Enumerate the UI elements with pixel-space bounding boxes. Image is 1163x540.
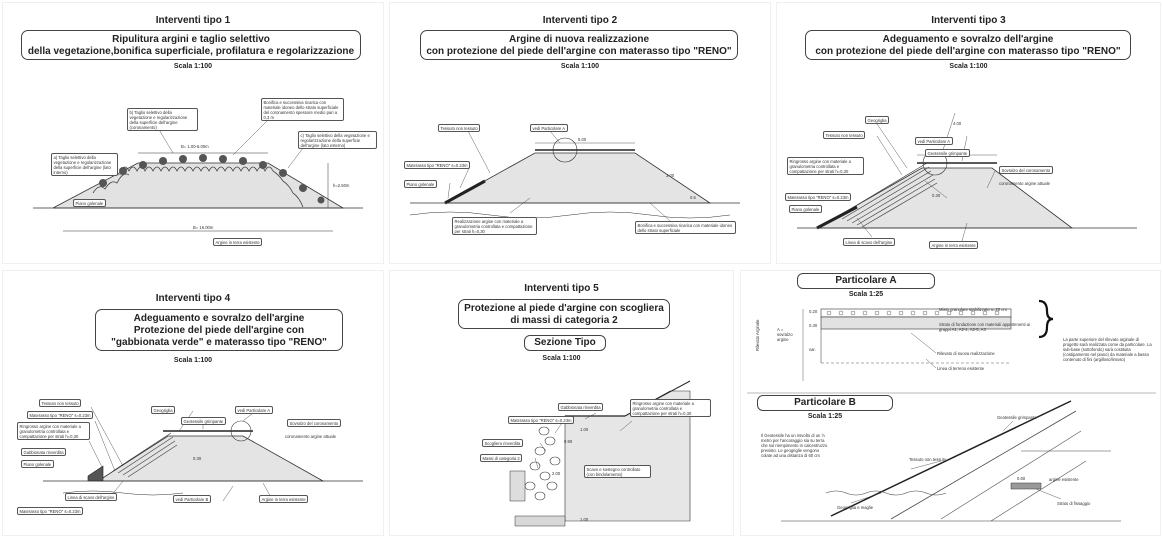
callout-label: Realizzazione argine con materiale a granulometria controllata e compattazione per strati h=0,30 bbox=[452, 217, 537, 235]
callout-label: c) Taglio selettivo della vegetazione e regolarizzazione della superficie dell'argine (lato esterno) bbox=[298, 131, 377, 149]
callout-label: Linea di scavo dell'argine bbox=[843, 238, 895, 246]
callout-label: Linea di terreno esistente bbox=[937, 366, 985, 371]
callout-label: vedi Particolare A bbox=[530, 124, 568, 132]
dimension-text: 0.5 bbox=[690, 195, 696, 200]
callout-label: Strato di fondazione con materiali appartenenti ai gruppi A1, A2-4, A2-5, A3 bbox=[939, 322, 1031, 332]
callout-label: a) Taglio selettivo della vegetazione e regolarizzazione della superficie dell'argine (lato interno) bbox=[51, 153, 118, 176]
dimension-text: 1.00 bbox=[580, 517, 589, 522]
dimension-text: B= 1.00-6.00m bbox=[181, 144, 209, 149]
title-line: della vegetazione,bonifica superficiale, profilatura e regolarizzazione bbox=[27, 46, 355, 57]
title-line: Protezione del piede dell'argine con bbox=[133, 325, 305, 336]
callout-label: Materasso tipo "RENO" s=0.23m bbox=[27, 411, 93, 419]
callout-label: Piano golenale bbox=[21, 460, 54, 468]
callout-label: Linea di scavo dell'argine bbox=[65, 493, 117, 501]
callout-label: Scogliera rinverdita bbox=[482, 439, 523, 447]
callout-label: argine esistente bbox=[1049, 477, 1079, 482]
dimension-text: 0.30 bbox=[932, 193, 941, 198]
title-line: con protezione del piede dell'argine con materasso tipo "RENO" bbox=[815, 46, 1121, 57]
dimension-text: 4.00 bbox=[953, 121, 962, 126]
dimension-text: var. bbox=[809, 347, 816, 352]
panel-heading: Interventi tipo 5 bbox=[524, 283, 599, 294]
dimension-text: 0.60 bbox=[1017, 476, 1026, 481]
callout-label: Materasso tipo "RENO" s=0.23m bbox=[508, 416, 574, 424]
callout-label: Sovralzo del coronamento bbox=[287, 419, 341, 427]
title-line: Protezione al piede d'argine con scogliera bbox=[464, 303, 664, 314]
callout-label: A = sovralzo argine bbox=[777, 327, 793, 342]
dimension-text: 0.30 bbox=[809, 323, 818, 328]
panel-intervento-tipo-4 bbox=[2, 270, 384, 536]
title-line: con protezione del piede dell'argine con materasso tipo "RENO" bbox=[426, 46, 732, 57]
callout-label: Massi di categoria 2 bbox=[480, 454, 522, 462]
callout-label: Tessuto non tessuto bbox=[39, 399, 81, 407]
callout-label: Ringrosso argine con materiale a granulometria controllata e compattazione per strati h=0,30 bbox=[630, 399, 711, 417]
detail-b-title: Particolare B bbox=[757, 395, 893, 411]
callout-label: Ringrosso argine con materiale a granulometria controllata e compattazione per strati h=0,30 bbox=[787, 157, 864, 175]
callout-label: coronamento argine attuale bbox=[999, 181, 1050, 186]
title-line: Argine di nuova realizzazione bbox=[508, 34, 650, 45]
callout-label: Argine in terra esistente bbox=[929, 241, 978, 249]
title-line: Adeguamento e sovralzo dell'argine bbox=[133, 313, 305, 324]
panel-heading: Interventi tipo 3 bbox=[931, 15, 1006, 26]
callout-label: Tessuto non tessuto bbox=[823, 131, 865, 139]
callout-label: Strato di fissaggio bbox=[1057, 501, 1091, 506]
dimension-text: h=2.50m bbox=[333, 183, 350, 188]
scale-label: Scala 1:100 bbox=[173, 357, 213, 364]
dimension-text: 5.00 bbox=[578, 137, 587, 142]
callout-label: Piano golenale bbox=[404, 180, 437, 188]
callout-label: Bonifica e successiva ricarica con materiale idoneo dello strato superficiale bbox=[635, 221, 736, 234]
dimension-text: 0.90 bbox=[564, 439, 573, 444]
callout-label: Materasso tipo "RENO" s=0.23m bbox=[785, 193, 851, 201]
panel-heading: Interventi tipo 2 bbox=[542, 15, 618, 26]
callout-label: Materasso tipo "RENO" s=0.23m bbox=[404, 161, 470, 169]
callout-label: Geogriglia e maglie bbox=[837, 505, 874, 510]
detail-a-note: La parte superiore del rilevato arginale di progetto sarà realizzata come da particolare. La sub-base (sottofondo) sarà costituita (costipamento nel piano) da materiale a basso contenuto di fini (argilloso/limoso) bbox=[1063, 337, 1152, 362]
detail-b-note: Il Geotessile ha un risvolto di un ½ metro per l'ancoraggio sia su terra che sul riempimento in calcestruzzo previsto. Le geogriglie vengono colate ad una distanza di 60 cm bbox=[761, 433, 828, 458]
dimension-text: 3.00 bbox=[666, 173, 675, 178]
callout-label: Scavo e sostegno controllato (con bindolamento) bbox=[584, 465, 651, 478]
callout-label: Geogriglia bbox=[151, 406, 175, 414]
callout-label: Geotessile grimpante bbox=[181, 417, 226, 425]
callout-label: Bonifica e successiva ricarica con materiale idoneo dello strato superficiale del coronamento spessore medio pari a 0,3 m bbox=[261, 98, 344, 121]
panel-intervento-tipo-1 bbox=[2, 2, 384, 264]
callout-label: Misto granulare stabilizzato s=20 cm bbox=[939, 307, 1007, 312]
callout-label: Sovralzo del coronamento bbox=[999, 166, 1053, 174]
callout-label: vedi Particolare A bbox=[915, 137, 953, 145]
title-line: "gabbionata verde" e materasso tipo "RENO" bbox=[111, 337, 327, 348]
callout-label: Piano golenale bbox=[73, 199, 106, 207]
callout-label: vedi Particolare B bbox=[173, 495, 211, 503]
panel-intervento-tipo-5 bbox=[389, 270, 734, 536]
callout-label: vedi Particolare A bbox=[235, 406, 273, 414]
callout-label: Gabbionata rinverdita bbox=[558, 403, 603, 411]
callout-label: Materasso tipo "RENO" s=0.23m bbox=[17, 507, 83, 515]
title-line: Adeguamento e sovralzo dell'argine bbox=[882, 34, 1054, 45]
dimension-text: 1.00 bbox=[580, 427, 589, 432]
callout-label: Argine in terra esistente bbox=[213, 238, 262, 246]
callout-label: coronamento argine attuale bbox=[285, 434, 336, 439]
detail-b-drawing bbox=[741, 271, 1161, 536]
callout-label: Geotessile grimpante bbox=[925, 149, 970, 157]
scale-label: Scala 1:100 bbox=[560, 63, 600, 70]
dimension-text: 2.00 bbox=[552, 471, 561, 476]
callout-label: Ringrosso argine con materiale a granulometria controllata e compattazione per strati h=0,30 bbox=[17, 422, 90, 440]
callout-label: b) Taglio selettivo della vegetazione e regolarizzazione della superficie dell'argine (coronamento) bbox=[127, 108, 198, 131]
panel-heading: Interventi tipo 1 bbox=[155, 15, 231, 26]
dimension-text: 0.20 bbox=[809, 309, 818, 314]
panel-intervento-tipo-3 bbox=[776, 2, 1161, 264]
callout-label: Tessuto non tessuto bbox=[909, 457, 947, 462]
panel-intervento-tipo-2 bbox=[389, 2, 771, 264]
panel-heading: Interventi tipo 4 bbox=[155, 293, 231, 304]
callout-label: Geogriglia bbox=[865, 116, 889, 124]
scale-label: Scala 1:100 bbox=[542, 355, 581, 362]
panel-particolari bbox=[740, 270, 1161, 536]
section-type-box: Sezione Tipo bbox=[524, 335, 606, 351]
callout-label: Tessuto non tessuto bbox=[438, 124, 480, 132]
callout-label: Rilevato di nuova realizzazione bbox=[937, 351, 995, 356]
callout-label: Gabbionata rinverdita bbox=[21, 448, 66, 456]
detail-a-title: Particolare A bbox=[797, 273, 935, 289]
dimension-text: 0.30 bbox=[193, 456, 202, 461]
callout-label: Geotessile grimpante bbox=[997, 415, 1037, 420]
detail-a-scale: Scala 1:25 bbox=[848, 291, 884, 298]
title-line: di massi di categoria 2 bbox=[510, 315, 618, 326]
title-line: Ripulitura argini e taglio selettivo bbox=[112, 34, 270, 45]
scale-label: Scala 1:100 bbox=[949, 63, 988, 70]
dimension-text: B= 16.00m bbox=[193, 225, 214, 230]
scale-label: Scala 1:100 bbox=[173, 63, 213, 70]
callout-label: Rilevato Arginale bbox=[755, 319, 760, 351]
detail-b-scale: Scala 1:25 bbox=[807, 413, 843, 420]
callout-label: Argine in terra esistente bbox=[259, 495, 308, 503]
callout-label: Piano golenale bbox=[789, 205, 822, 213]
